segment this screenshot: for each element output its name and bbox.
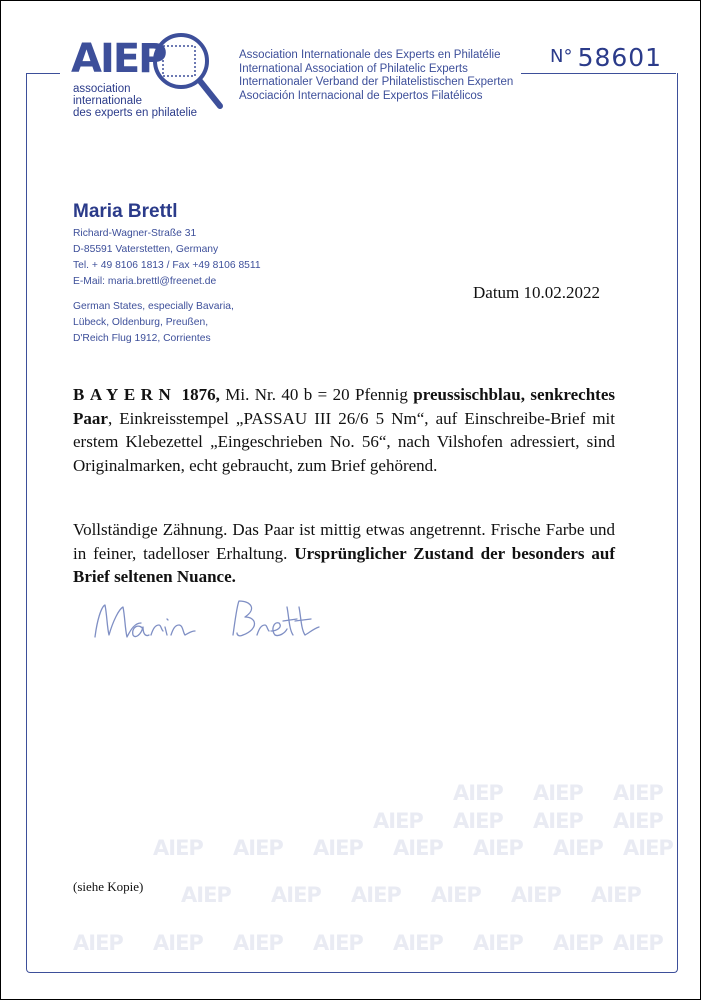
watermark-logo: AIEP — [313, 931, 363, 955]
watermark-logo: AIEP — [613, 809, 663, 833]
association-name: International Association of Philatelic Experts — [239, 62, 468, 75]
condition-paragraph — [73, 518, 615, 589]
number-prefix: N° — [550, 46, 573, 67]
expert-name: Maria Brettl — [73, 201, 178, 222]
country-name: BAYERN — [73, 385, 177, 404]
watermark-logo: AIEP — [233, 931, 283, 955]
logo-subtitle: association — [73, 83, 131, 95]
logo-subtitle: internationale — [73, 95, 143, 107]
association-name: Internationaler Verband der Philatelistischen Experten — [239, 76, 514, 88]
watermark-logo: AIEP — [553, 931, 603, 955]
watermark-logo: AIEP — [73, 931, 123, 955]
number-value: 58601 — [577, 43, 663, 72]
watermark-logo: AIEP — [473, 931, 523, 955]
watermark-logo: AIEP — [373, 809, 423, 833]
association-names — [239, 49, 513, 103]
issue-year: 1876, — [181, 385, 220, 404]
logo-subtitle: des experts en philatelie — [73, 107, 198, 119]
watermark-logo: AIEP — [473, 836, 523, 860]
description-paragraph — [73, 383, 615, 477]
watermark-logo: AIEP — [533, 809, 583, 833]
watermark-logo: AIEP — [313, 836, 363, 860]
certificate-number — [550, 43, 662, 72]
footnote: (siehe Kopie) — [73, 879, 144, 894]
watermark-logo: AIEP — [351, 883, 401, 907]
phone-line: Tel. + 49 8106 1813 / Fax +49 8106 8511 — [73, 260, 261, 271]
condition-text: Vollständige Zähnung. Das Paar ist mittig etwas angetrennt. Frische Farbe und in feiner, tadelloser Erhaltung. — [73, 520, 615, 563]
watermark-logo: AIEP — [453, 781, 503, 805]
watermark-logo: AIEP — [271, 883, 321, 907]
color-description: preussischblau, senkrechtes Paar — [73, 385, 616, 428]
speciality-line: Lübeck, Oldenburg, Preußen, — [73, 317, 209, 328]
watermark-logo: AIEP — [511, 883, 561, 907]
watermark-logo: AIEP — [553, 836, 603, 860]
certificate-date: Datum 10.02.2022 — [473, 283, 601, 302]
association-name: Asociación Internacional de Expertos Filatélicos — [239, 89, 483, 102]
watermark-logo: AIEP — [153, 931, 203, 955]
watermark-logo: AIEP — [153, 836, 203, 860]
watermark-logo: AIEP — [181, 883, 231, 907]
watermark-logo: AIEP — [453, 809, 503, 833]
address-line: Richard-Wagner-Straße 31 — [73, 228, 197, 239]
watermark-logo: AIEP — [623, 836, 673, 860]
watermark-logo: AIEP — [533, 781, 583, 805]
description-text: , Einkreisstempel „PASSAU III 26/6 5 Nm“, auf Einschreibe-Brief mit erstem Klebezettel „Eingeschrieben No. 56“, nach Vilshofen adressiert, sind Originalmarken, echt gebraucht, zum Brief gehörend. — [73, 408, 615, 475]
watermark-logo: AIEP — [393, 931, 443, 955]
speciality-block — [73, 299, 234, 347]
expert-block — [73, 201, 261, 290]
email-line: E-Mail: maria.brettl@freenet.de — [73, 276, 217, 287]
watermark-logo: AIEP — [613, 931, 663, 955]
watermark-logo: AIEP — [393, 836, 443, 860]
catalog-text: Mi. Nr. 40 b = 20 Pfennig — [219, 385, 414, 404]
association-name: Association Internationale des Experts en Philatélie — [239, 49, 501, 61]
condition-highlight: Ursprünglicher Zustand der besonders auf Brief seltenen Nuance. — [73, 543, 615, 586]
address-line: D-85591 Vaterstetten, Germany — [73, 244, 219, 255]
logo-word: AIEP — [71, 36, 166, 82]
speciality-line: German States, especially Bavaria, — [73, 301, 234, 312]
handwritten-signature — [91, 593, 351, 653]
watermark-logo: AIEP — [591, 883, 641, 907]
watermark-logo: AIEP — [613, 781, 663, 805]
speciality-line: D'Reich Flug 1912, Corrientes — [73, 333, 211, 344]
watermark-logo: AIEP — [431, 883, 481, 907]
watermark-logo: AIEP — [233, 836, 283, 860]
aiep-logo — [71, 26, 231, 126]
